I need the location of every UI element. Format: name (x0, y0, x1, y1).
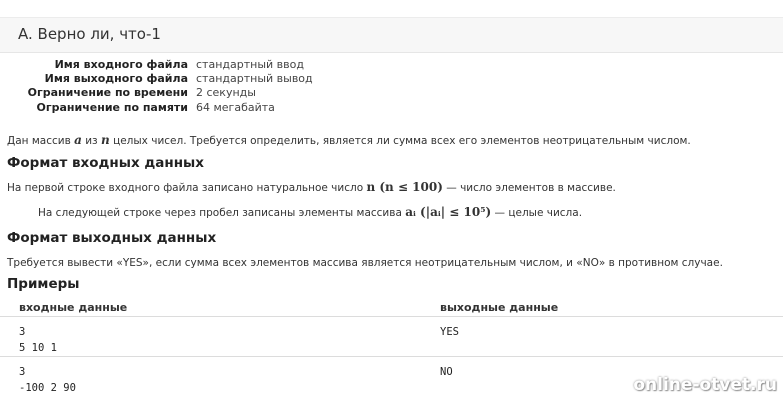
prop-key-memory-limit: Ограничение по памяти (36, 101, 188, 114)
problem-title-bar (0, 17, 783, 53)
input-format-heading: Формат входных данных (7, 155, 204, 171)
examples-col-input: входные данные (19, 301, 128, 314)
input-format-line-2 (38, 205, 582, 219)
statement-text-3: целых чисел. Требуется определить, является ли сумма всех его элементов неотрицательным числом. (113, 135, 691, 147)
example-1-output: YES (440, 326, 459, 338)
prop-value-time-limit: 2 секунды (196, 86, 256, 99)
output-format-heading: Формат выходных данных (7, 230, 217, 246)
example-2-output: NO (440, 366, 453, 378)
input-line2-text: На следующей строке через пробел записаны элементы массива (38, 207, 402, 219)
input-format-line-1 (7, 180, 616, 194)
example-2-input-line-2: -100 2 90 (19, 382, 76, 394)
examples-divider (0, 316, 783, 317)
prop-value-input-file: стандартный ввод (196, 58, 304, 71)
problem-title: A. Верно ли, что-1 (18, 25, 161, 43)
output-format-text: Требуется вывести «YES», если сумма всех элементов массива является неотрицательным числом, и «NO» в противном случае. (7, 257, 723, 269)
prop-key-time-limit: Ограничение по времени (27, 86, 188, 99)
math-var-a: a (74, 133, 82, 147)
input-line2-tail: — целые числа. (494, 207, 583, 219)
statement-paragraph (7, 133, 691, 147)
example-2-input-line-1: 3 (19, 366, 26, 378)
examples-heading: Примеры (7, 276, 80, 292)
examples-col-output: выходные данные (440, 301, 559, 314)
math-ai-constraint: aᵢ (|aᵢ| ≤ 10⁵) (405, 205, 492, 219)
site-watermark: online-otvet.ru (633, 375, 777, 395)
prop-key-input-file: Имя входного файла (54, 58, 188, 71)
math-n-constraint: n (n ≤ 100) (366, 180, 443, 194)
statement-text-2: из (85, 135, 98, 147)
math-var-n: n (101, 133, 110, 147)
example-1-input-line-2: 5 10 1 (19, 342, 57, 354)
prop-value-memory-limit: 64 мегабайта (196, 101, 275, 114)
examples-divider (0, 356, 783, 357)
input-line1-text: На первой строке входного файла записано натуральное число (7, 182, 364, 194)
input-line1-tail: — число элементов в массиве. (446, 182, 616, 194)
statement-text-1: Дан массив (7, 135, 71, 147)
prop-key-output-file: Имя выходного файла (44, 72, 188, 85)
prop-value-output-file: стандартный вывод (196, 72, 313, 85)
example-1-input-line-1: 3 (19, 326, 26, 338)
